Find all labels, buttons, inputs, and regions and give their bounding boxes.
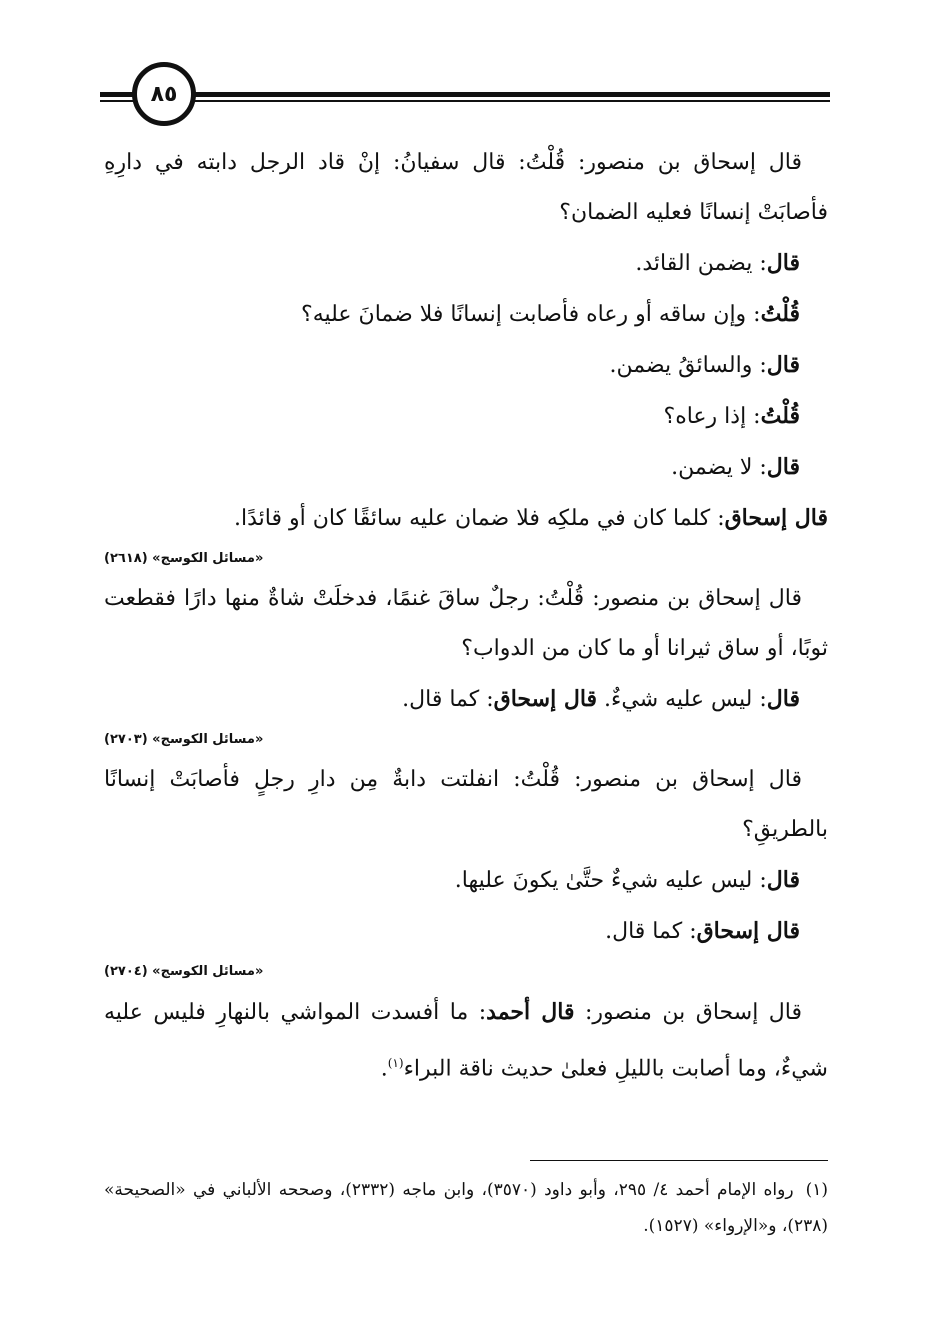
paragraph-text: : كما قال. xyxy=(605,919,697,944)
paragraph-text: : يضمن القائد. xyxy=(635,251,767,276)
paragraph-text: : ليس عليه شيءٌ حتَّىٰ يكونَ عليها. xyxy=(454,868,767,893)
footnote-marker: (١) xyxy=(805,1180,828,1200)
header-rule-thick xyxy=(100,92,830,97)
page-number-badge xyxy=(132,62,196,126)
paragraph-text: . xyxy=(380,1056,388,1082)
speaker-label: قال إسحاق xyxy=(493,686,598,712)
footnote-text: رواه الإمام أحمد ٤/ ٢٩٥، وأبو داود (٣٥٧٠)، وابن ماجه (٢٣٣٢)، وصححه الألباني في «الصحيحة» (٢٣٨)، و«الإرواء» (١٥٢٧). xyxy=(104,1180,828,1236)
footnote xyxy=(104,1172,828,1244)
paragraph-text: : كلما كان في ملكِه فلا ضمان عليه سائقًا كان أو قائدًا. xyxy=(233,506,725,531)
footnote-separator xyxy=(530,1160,828,1161)
paragraph xyxy=(104,391,828,442)
source-citation: «مسائل الكوسج» (٢٦١٨) xyxy=(104,551,264,566)
paragraph xyxy=(104,340,828,391)
paragraph xyxy=(104,493,828,544)
paragraph-text: : ما أفسدت المواشي بالنهارِ فليس عليه شيءٌ، وما أصابت بالليلِ فعلىٰ حديث ناقة البراء xyxy=(104,1000,828,1082)
paragraph xyxy=(104,855,828,906)
speaker-label: قال xyxy=(766,250,800,276)
speaker-label: قال xyxy=(766,867,800,893)
speaker-label: قال xyxy=(766,352,800,378)
paragraph-text: : ليس عليه شيءٌ. xyxy=(597,687,767,712)
footnote-reference: (١) xyxy=(387,1056,404,1070)
paragraph-text: : إذا رعاه؟ xyxy=(663,404,761,429)
paragraph xyxy=(104,574,828,674)
speaker-label: قال xyxy=(766,454,800,480)
paragraph-text: : والسائقُ يضمن. xyxy=(609,353,767,378)
paragraph-text: : لا يضمن. xyxy=(671,455,767,480)
paragraph xyxy=(104,674,828,725)
header-rule-thin xyxy=(100,100,830,102)
paragraph xyxy=(104,755,828,855)
paragraph-text: قال إسحاق بن منصور: قُلْتُ: قال سفيانُ: إنْ قاد الرجل دابته في دارِهِ فأصابَتْ إنسانًا فعليه الضمان؟ xyxy=(104,150,828,225)
paragraph-text: قال إسحاق بن منصور: قُلْتُ: انفلتت دابةٌ مِن دارِ رجلٍ فأصابَتْ إنسانًا بالطريقِ؟ xyxy=(104,767,828,842)
speaker-label: قال xyxy=(766,686,800,712)
paragraph xyxy=(104,906,828,957)
paragraph xyxy=(104,442,828,493)
paragraph xyxy=(104,289,828,340)
main-text xyxy=(104,138,828,1094)
speaker-label: قُلْتُ xyxy=(760,403,800,429)
paragraph xyxy=(104,138,828,238)
paragraph xyxy=(104,987,828,1094)
speaker-label: قُلْتُ xyxy=(760,301,800,327)
page-number: ٨٥ xyxy=(150,81,178,107)
speaker-label: قال أحمد xyxy=(486,999,575,1025)
paragraph xyxy=(104,238,828,289)
paragraph-text: : كما قال. xyxy=(402,687,494,712)
source-citation: «مسائل الكوسج» (٢٧٠٣) xyxy=(104,732,264,747)
speaker-label: قال إسحاق xyxy=(724,505,828,531)
paragraph-text: قال إسحاق بن منصور: قُلْتُ: رجلٌ ساقَ غنمًا، فدخلَتْ شاةٌ منها دارًا فقطعت ثوبًا، أو ساق ثيرانا أو ما كان من الدواب؟ xyxy=(104,586,828,661)
paragraph-text: : وإن ساقه أو رعاه فأصابت إنسانًا فلا ضمانَ عليه؟ xyxy=(301,302,761,327)
paragraph-text: قال إسحاق بن منصور: xyxy=(574,1000,803,1025)
page-header xyxy=(100,62,830,134)
speaker-label: قال إسحاق xyxy=(696,918,800,944)
source-citation: «مسائل الكوسج» (٢٧٠٤) xyxy=(104,964,264,979)
